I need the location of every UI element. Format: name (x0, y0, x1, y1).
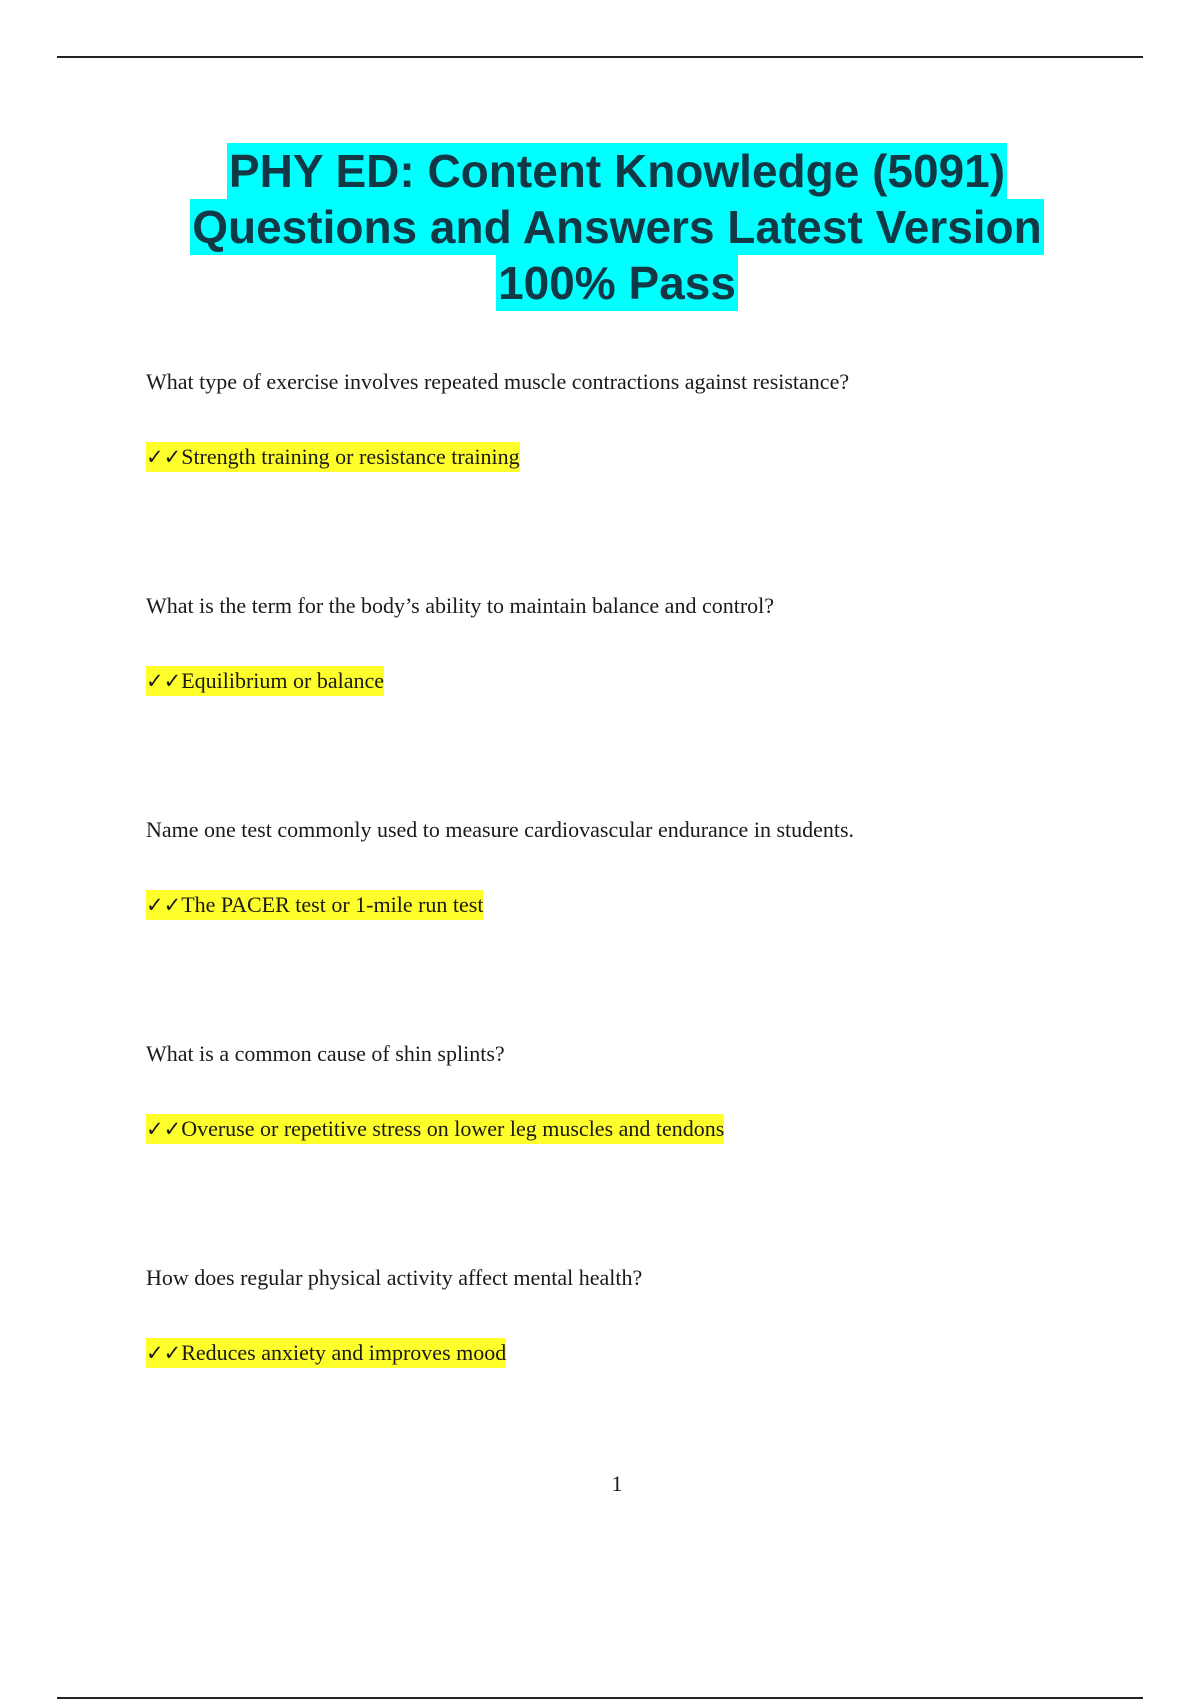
qa-item-2 (146, 592, 1146, 693)
qa-item-1 (146, 368, 1146, 469)
question-text: Name one test commonly used to measure cardiovascular endurance in students. (146, 817, 855, 842)
double-check-icon: ✓✓ (146, 669, 182, 693)
answer-text (146, 666, 384, 696)
answer-label: Strength training or resistance training (181, 444, 520, 469)
answer-label: Overuse or repetitive stress on lower leg muscles and tendons (181, 1116, 725, 1141)
answer-text (146, 442, 520, 472)
header-rule (57, 56, 1143, 58)
double-check-icon: ✓✓ (146, 445, 182, 469)
question-text: How does regular physical activity affect mental health? (146, 1265, 643, 1290)
title-line-1: PHY ED: Content Knowledge (5091) (228, 145, 1006, 197)
double-check-icon: ✓✓ (146, 1341, 182, 1365)
double-check-icon: ✓✓ (146, 893, 182, 917)
question-text: What is a common cause of shin splints? (146, 1041, 505, 1066)
page-number: 1 (611, 1471, 623, 1496)
qa-item-4 (146, 1040, 1146, 1141)
question-text: What type of exercise involves repeated muscle contractions against resistance? (146, 369, 850, 394)
qa-item-5 (146, 1264, 1146, 1365)
question-text: What is the term for the body’s ability to maintain balance and control? (146, 593, 775, 618)
answer-label: Reduces anxiety and improves mood (181, 1340, 507, 1365)
document-title (0, 143, 1200, 311)
answer-text (146, 890, 483, 920)
answer-label: Equilibrium or balance (181, 668, 385, 693)
title-line-2: Questions and Answers Latest Version (192, 201, 1042, 253)
answer-text (146, 1114, 724, 1144)
answer-label: The PACER test or 1-mile run test (181, 892, 484, 917)
answer-text (146, 1338, 506, 1368)
title-line-3: 100% Pass (498, 257, 736, 309)
footer-rule (57, 1697, 1143, 1699)
qa-item-3 (146, 816, 1146, 917)
double-check-icon: ✓✓ (146, 1117, 182, 1141)
